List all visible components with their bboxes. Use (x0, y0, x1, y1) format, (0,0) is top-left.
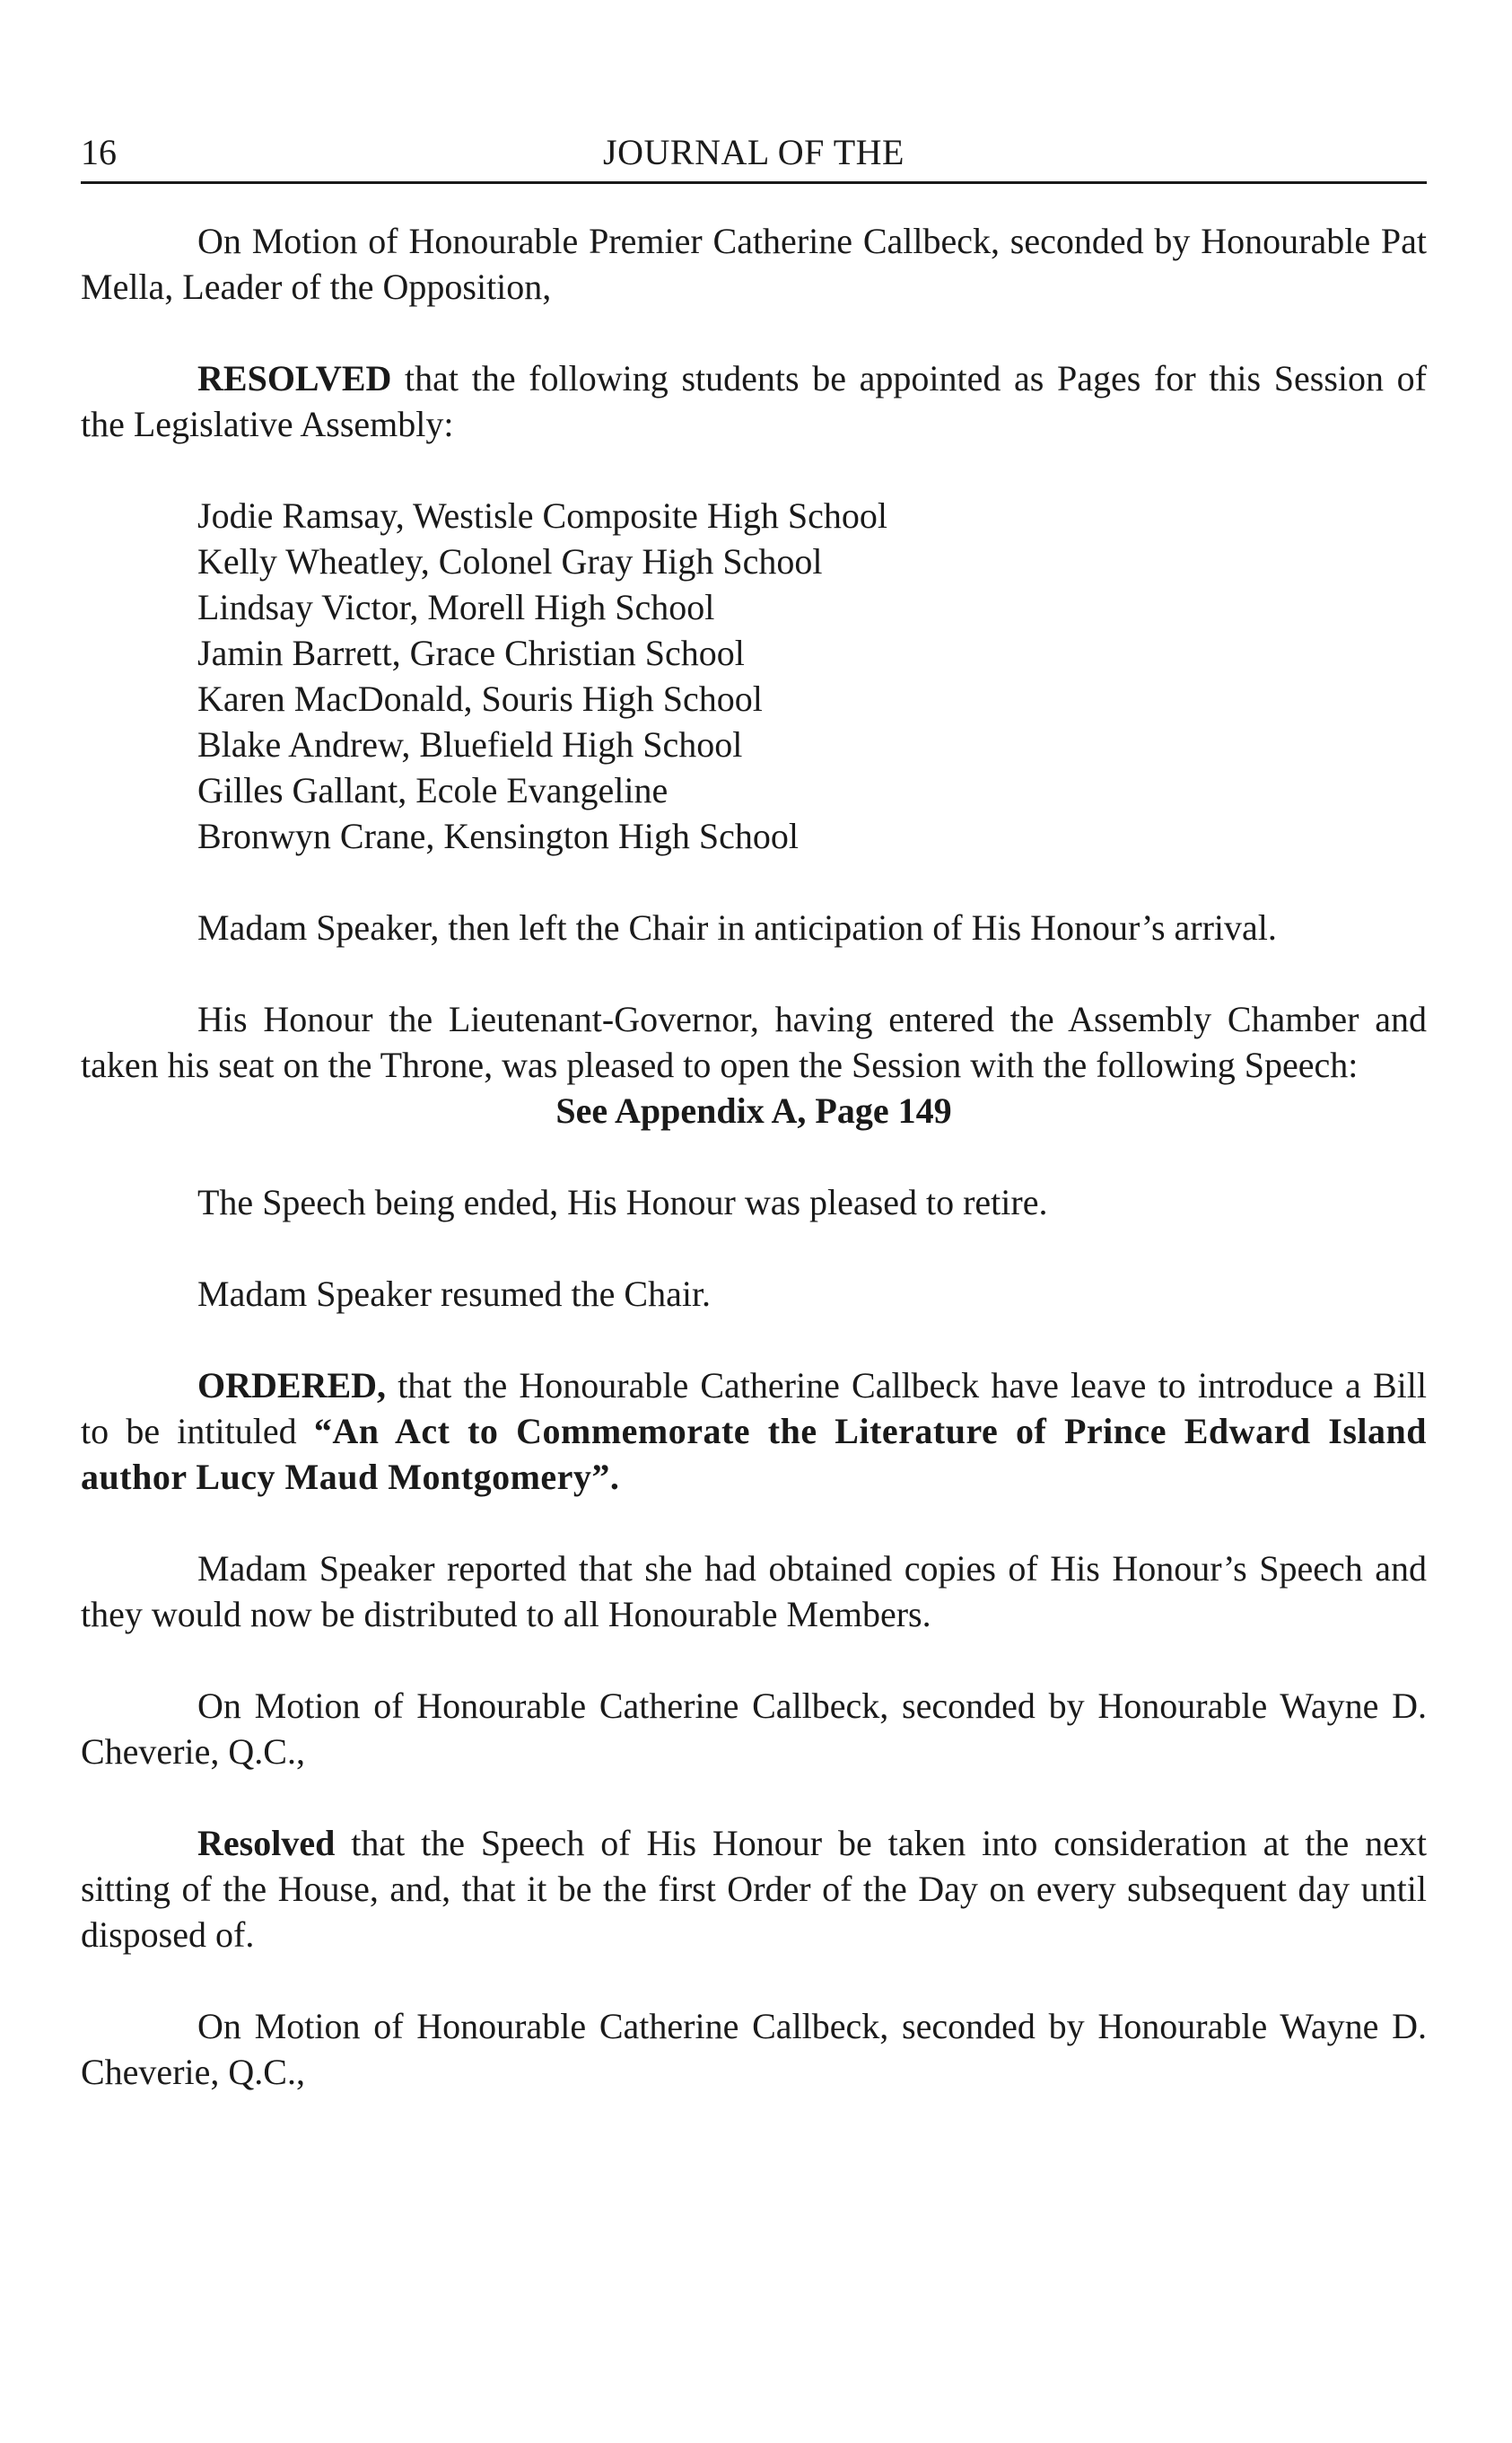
speaker-left-paragraph: Madam Speaker, then left the Chair in anticipation of His Honour’s arrival. (197, 907, 1277, 948)
lieutenant-governor-paragraph (81, 996, 1427, 1088)
list-item: Karen MacDonald, Souris High School (197, 679, 763, 719)
appendix-reference (81, 1088, 1427, 1134)
journal-page (81, 126, 1427, 2141)
resolved-paragraph-1 (81, 355, 1427, 447)
speaker-resumed-paragraph: Madam Speaker resumed the Chair. (197, 1274, 712, 1314)
copies-paragraph: Madam Speaker reported that she had obtained copies of His Honour’s Speech and they would now be distributed to all Honourable Members. (81, 1548, 1427, 1634)
resolved-keyword: RESOLVED (197, 358, 392, 398)
running-head: JOURNAL OF THE (603, 132, 905, 172)
appendix-link-text: See Appendix A, Page 149 (555, 1090, 952, 1131)
journal-body (81, 218, 1427, 2095)
ordered-text: that the Honourable Catherine Callbeck have leave to introduce a Bill to be intituled (81, 1365, 1427, 1451)
ordered-keyword: ORDERED, (197, 1365, 387, 1405)
resolved-paragraph-2 (81, 1820, 1427, 1957)
pages-list (81, 493, 1427, 859)
list-item: Blake Andrew, Bluefield High School (197, 724, 743, 765)
list-item: Bronwyn Crane, Kensington High School (197, 816, 799, 856)
resolved-text: that the following students be appointed as Pages for this Session of the Legislative Assembly: (81, 358, 1427, 444)
bill-title: “An Act to Commemorate the Literature of Prince Edward Island author Lucy Maud Montgomery”. (81, 1411, 1428, 1497)
list-item: Kelly Wheatley, Colonel Gray High School (197, 541, 823, 582)
resolved-keyword: Resolved (197, 1823, 336, 1863)
list-item: Jodie Ramsay, Westisle Composite High School (197, 495, 887, 536)
motion-paragraph-1: On Motion of Honourable Premier Catherine Callbeck, seconded by Honourable Pat Mella, Leader of the Opposition, (81, 221, 1427, 307)
page-header (81, 126, 1427, 184)
page-number: 16 (81, 132, 117, 172)
list-item: Lindsay Victor, Morell High School (197, 587, 715, 627)
ordered-paragraph (81, 1362, 1427, 1500)
speech-ended-paragraph: The Speech being ended, His Honour was pleased to retire. (197, 1182, 1048, 1222)
resolved-text: that the Speech of His Honour be taken into consideration at the next sitting of the House, and, that it be the first Order of the Day on every subsequent day until disposed of. (81, 1823, 1427, 1955)
list-item: Jamin Barrett, Grace Christian School (197, 633, 745, 673)
lieutenant-governor-text: His Honour the Lieutenant-Governor, having entered the Assembly Chamber and taken his seat on the Throne, was pleased to open the Session with the following Speech: (81, 999, 1427, 1085)
list-item: Gilles Gallant, Ecole Evangeline (197, 770, 669, 810)
motion-paragraph-2: On Motion of Honourable Catherine Callbeck, seconded by Honourable Wayne D. Cheverie, Q.C., (81, 1686, 1427, 1772)
motion-paragraph-3: On Motion of Honourable Catherine Callbeck, seconded by Honourable Wayne D. Cheverie, Q.C., (81, 2006, 1427, 2092)
